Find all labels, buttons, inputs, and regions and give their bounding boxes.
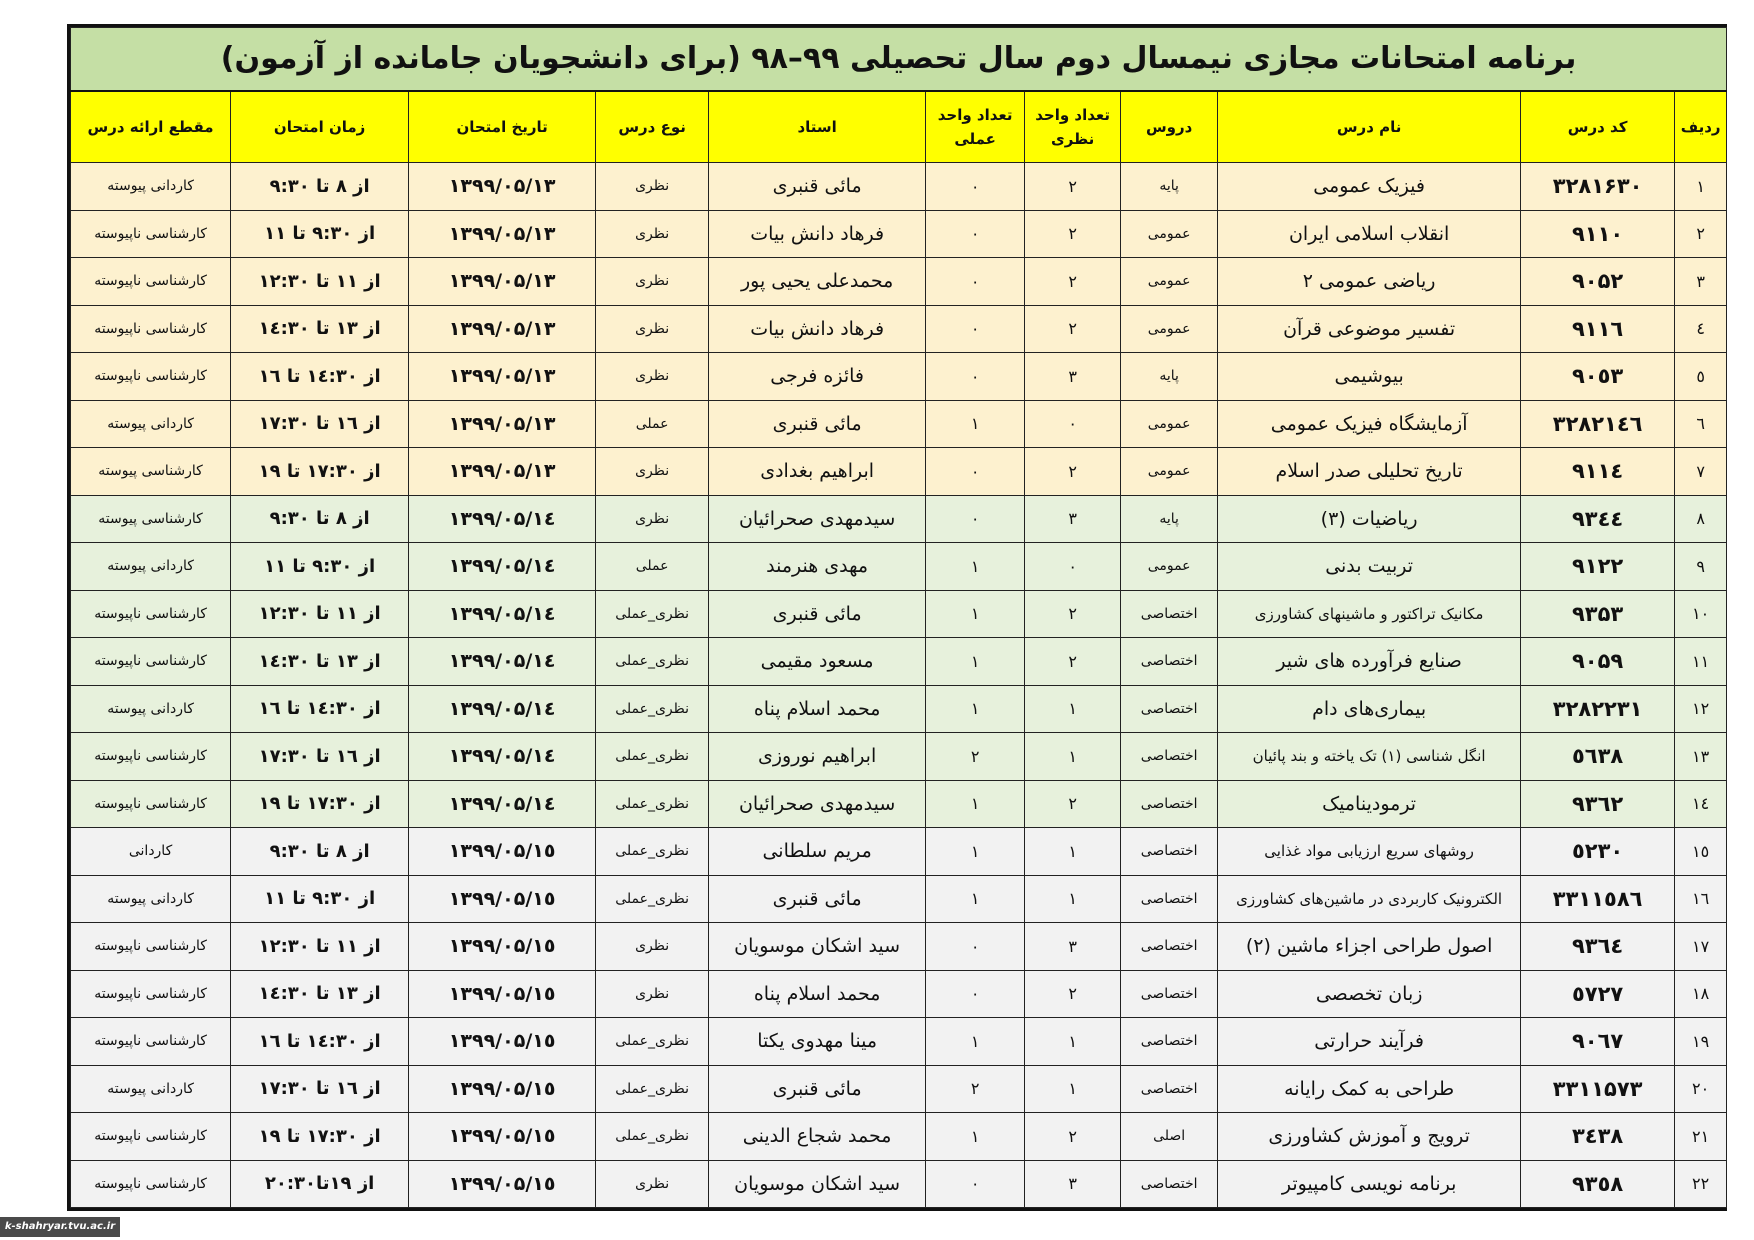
cell-category: عمومی: [1121, 258, 1218, 306]
cell-category: اختصاصی: [1121, 1018, 1218, 1066]
cell-theory-units: ۲: [1025, 448, 1121, 496]
cell-exam-date: ۱۳۹۹/۰۵/۱٥: [409, 970, 596, 1018]
cell-row-number: ٥: [1675, 353, 1727, 401]
cell-exam-time: از ۱٦ تا ۱۷:۳۰: [231, 1065, 409, 1113]
cell-course-type: نظری_عملی: [596, 733, 709, 781]
cell-category: اختصاصی: [1121, 1160, 1218, 1208]
cell-course-name: انقلاب اسلامی ایران: [1218, 210, 1521, 258]
cell-theory-units: ۲: [1025, 780, 1121, 828]
cell-level: کارشناسی ناپیوسته: [71, 258, 231, 306]
cell-level: کاردانی پیوسته: [71, 1065, 231, 1113]
cell-course-name: تفسیر موضوعی قرآن: [1218, 305, 1521, 353]
cell-practical-units: ۰: [926, 353, 1025, 401]
cell-practical-units: ۱: [926, 590, 1025, 638]
cell-practical-units: ۲: [926, 733, 1025, 781]
cell-level: کارشناسی پیوسته: [71, 495, 231, 543]
cell-course-type: نظری: [596, 495, 709, 543]
header-course-name: نام درس: [1218, 91, 1521, 163]
cell-practical-units: ۰: [926, 258, 1025, 306]
cell-level: کارشناسی ناپیوسته: [71, 305, 231, 353]
cell-course-code: ٥۷۲۷: [1521, 970, 1675, 1018]
cell-theory-units: ۱: [1025, 685, 1121, 733]
cell-theory-units: ۳: [1025, 923, 1121, 971]
cell-course-name: فیزیک عمومی: [1218, 163, 1521, 211]
cell-exam-time: از ۱۱ تا ۱۲:۳۰: [231, 258, 409, 306]
cell-theory-units: ۲: [1025, 1113, 1121, 1161]
cell-course-type: عملی: [596, 400, 709, 448]
cell-course-name: ترویج و آموزش کشاورزی: [1218, 1113, 1521, 1161]
cell-row-number: ۲۱: [1675, 1113, 1727, 1161]
table-row: [71, 685, 1727, 733]
cell-category: عمومی: [1121, 210, 1218, 258]
table-row: [71, 590, 1727, 638]
cell-exam-date: ۱۳۹۹/۰۵/۱٤: [409, 733, 596, 781]
cell-practical-units: ۰: [926, 970, 1025, 1018]
cell-course-code: ۹۳۵۳: [1521, 590, 1675, 638]
cell-exam-time: از ۸ تا ۹:۳۰: [231, 828, 409, 876]
cell-exam-date: ۱۳۹۹/۰۵/۱٥: [409, 1065, 596, 1113]
cell-course-code: ۹۱۱٤: [1521, 448, 1675, 496]
cell-row-number: ٤: [1675, 305, 1727, 353]
table-row: [71, 1113, 1727, 1161]
cell-course-code: ۳٤۳۸: [1521, 1113, 1675, 1161]
cell-course-code: ۹۱۲۲: [1521, 543, 1675, 591]
cell-teacher: مینا مهدوی یکتا: [709, 1018, 926, 1066]
cell-exam-time: از ۱٤:۳۰ تا ۱٦: [231, 685, 409, 733]
cell-course-code: ۳۲۸۱۶۳۰: [1521, 163, 1675, 211]
table-row: [71, 1018, 1727, 1066]
cell-theory-units: ۲: [1025, 258, 1121, 306]
cell-level: کارشناسی پیوسته: [71, 448, 231, 496]
cell-practical-units: ۰: [926, 210, 1025, 258]
table-row: [71, 163, 1727, 211]
cell-course-type: نظری: [596, 970, 709, 1018]
cell-course-code: ۳۳۱۱٥۸٦: [1521, 875, 1675, 923]
cell-course-name: طراحی به کمک رایانه: [1218, 1065, 1521, 1113]
header-category: دروس: [1121, 91, 1218, 163]
cell-exam-date: ۱۳۹۹/۰۵/۱٤: [409, 685, 596, 733]
cell-practical-units: ۱: [926, 875, 1025, 923]
cell-course-name: ریاضی عمومی ۲: [1218, 258, 1521, 306]
cell-teacher: مسعود مقیمی: [709, 638, 926, 686]
cell-course-type: نظری_عملی: [596, 1018, 709, 1066]
cell-level: کاردانی پیوسته: [71, 543, 231, 591]
cell-category: اصلی: [1121, 1113, 1218, 1161]
cell-exam-time: از ۱۹تا۲۰:۳۰: [231, 1160, 409, 1208]
cell-practical-units: ۰: [926, 1160, 1025, 1208]
cell-exam-time: از ۱۳ تا ۱٤:۳۰: [231, 638, 409, 686]
cell-theory-units: ۲: [1025, 970, 1121, 1018]
cell-row-number: ۱٥: [1675, 828, 1727, 876]
cell-exam-date: ۱۳۹۹/۰۵/۱۳: [409, 400, 596, 448]
cell-theory-units: ۱: [1025, 875, 1121, 923]
cell-practical-units: ۰: [926, 495, 1025, 543]
table-row: [71, 780, 1727, 828]
cell-row-number: ۹: [1675, 543, 1727, 591]
cell-course-name: تاریخ تحلیلی صدر اسلام: [1218, 448, 1521, 496]
cell-theory-units: ۱: [1025, 1065, 1121, 1113]
cell-teacher: ابراهیم بغدادی: [709, 448, 926, 496]
cell-course-code: ۹۳٥۸: [1521, 1160, 1675, 1208]
cell-practical-units: ۰: [926, 163, 1025, 211]
cell-course-name: فرآیند حرارتی: [1218, 1018, 1521, 1066]
cell-exam-time: از ۱۷:۳۰ تا ۱۹: [231, 448, 409, 496]
cell-exam-date: ۱۳۹۹/۰۵/۱۳: [409, 305, 596, 353]
cell-course-name: مکانیک تراکتور و ماشینهای کشاورزی: [1218, 590, 1521, 638]
cell-level: کارشناسی ناپیوسته: [71, 1160, 231, 1208]
cell-row-number: ۲۰: [1675, 1065, 1727, 1113]
cell-row-number: ۱٤: [1675, 780, 1727, 828]
cell-course-code: ٥۲۳۰: [1521, 828, 1675, 876]
table-row: [71, 1065, 1727, 1113]
table-row: [71, 923, 1727, 971]
page-title: برنامه امتحانات مجازی نیمسال دوم سال تحصیلی ۹۹–۹۸ (برای دانشجویان جامانده از آزمون): [71, 28, 1727, 92]
cell-course-code: ۹۱۱۰: [1521, 210, 1675, 258]
cell-exam-time: از ۹:۳۰ تا ۱۱: [231, 210, 409, 258]
cell-theory-units: ۳: [1025, 495, 1121, 543]
cell-exam-date: ۱۳۹۹/۰۵/۱۳: [409, 210, 596, 258]
cell-course-code: ۹۰۵۹: [1521, 638, 1675, 686]
cell-course-type: نظری: [596, 210, 709, 258]
cell-row-number: ۲۲: [1675, 1160, 1727, 1208]
cell-course-type: نظری: [596, 353, 709, 401]
cell-teacher: مائی قنبری: [709, 590, 926, 638]
cell-teacher: مائی قنبری: [709, 400, 926, 448]
exam-schedule-table: [70, 27, 1727, 1208]
cell-theory-units: ۲: [1025, 210, 1121, 258]
cell-course-type: نظری_عملی: [596, 685, 709, 733]
table-row: [71, 258, 1727, 306]
cell-exam-date: ۱۳۹۹/۰۵/۱٥: [409, 923, 596, 971]
cell-exam-time: از ۱۳ تا ۱٤:۳۰: [231, 970, 409, 1018]
cell-exam-date: ۱۳۹۹/۰۵/۱٤: [409, 590, 596, 638]
cell-theory-units: ۱: [1025, 733, 1121, 781]
cell-teacher: فائزه فرجی: [709, 353, 926, 401]
cell-practical-units: ۱: [926, 638, 1025, 686]
cell-course-code: ۹۰۵۲: [1521, 258, 1675, 306]
cell-category: پایه: [1121, 353, 1218, 401]
table-row: [71, 495, 1727, 543]
cell-category: عمومی: [1121, 543, 1218, 591]
cell-category: اختصاصی: [1121, 638, 1218, 686]
cell-course-code: ۹۳٦۲: [1521, 780, 1675, 828]
cell-exam-date: ۱۳۹۹/۰۵/۱۳: [409, 258, 596, 306]
cell-level: کارشناسی ناپیوسته: [71, 1113, 231, 1161]
cell-course-name: انگل شناسی (۱) تک یاخته و بند پائیان: [1218, 733, 1521, 781]
cell-theory-units: ۲: [1025, 590, 1121, 638]
cell-course-type: نظری_عملی: [596, 1113, 709, 1161]
cell-exam-date: ۱۳۹۹/۰۵/۱٤: [409, 638, 596, 686]
cell-course-type: نظری: [596, 258, 709, 306]
cell-course-name: الکترونیک کاربردی در ماشین‌های کشاورزی: [1218, 875, 1521, 923]
cell-row-number: ۲: [1675, 210, 1727, 258]
cell-category: اختصاصی: [1121, 875, 1218, 923]
table-row: [71, 875, 1727, 923]
cell-level: کارشناسی ناپیوسته: [71, 780, 231, 828]
header-teacher: استاد: [709, 91, 926, 163]
cell-teacher: فرهاد دانش بیات: [709, 210, 926, 258]
cell-practical-units: ۱: [926, 828, 1025, 876]
cell-course-type: نظری: [596, 448, 709, 496]
cell-teacher: مائی قنبری: [709, 163, 926, 211]
cell-exam-date: ۱۳۹۹/۰۵/۱٤: [409, 543, 596, 591]
cell-exam-date: ۱۳۹۹/۰۵/۱٥: [409, 1160, 596, 1208]
cell-exam-time: از ۱۱ تا ۱۲:۳۰: [231, 590, 409, 638]
cell-exam-time: از ۱۱ تا ۱۲:۳۰: [231, 923, 409, 971]
cell-level: کاردانی پیوسته: [71, 685, 231, 733]
cell-course-code: ۹۱۱٦: [1521, 305, 1675, 353]
cell-exam-time: از ۱٦ تا ۱۷:۳۰: [231, 400, 409, 448]
cell-category: اختصاصی: [1121, 1065, 1218, 1113]
cell-practical-units: ۱: [926, 1018, 1025, 1066]
cell-row-number: ۳: [1675, 258, 1727, 306]
cell-level: کاردانی پیوسته: [71, 163, 231, 211]
header-course-type: نوع درس: [596, 91, 709, 163]
cell-course-code: ۳۲۸۲۲۳۱: [1521, 685, 1675, 733]
cell-row-number: ۸: [1675, 495, 1727, 543]
website-watermark: k-shahryar.tvu.ac.ir: [0, 1217, 120, 1237]
cell-exam-date: ۱۳۹۹/۰۵/۱٥: [409, 1113, 596, 1161]
exam-schedule-sheet: [67, 24, 1727, 1211]
cell-level: کارشناسی ناپیوسته: [71, 638, 231, 686]
cell-theory-units: ۳: [1025, 353, 1121, 401]
cell-teacher: فرهاد دانش بیات: [709, 305, 926, 353]
cell-category: اختصاصی: [1121, 733, 1218, 781]
table-row: [71, 543, 1727, 591]
cell-category: اختصاصی: [1121, 685, 1218, 733]
cell-row-number: ۱۸: [1675, 970, 1727, 1018]
table-row: [71, 970, 1727, 1018]
cell-theory-units: ۱: [1025, 828, 1121, 876]
cell-teacher: سید اشکان موسویان: [709, 1160, 926, 1208]
cell-exam-time: از ۹:۳۰ تا ۱۱: [231, 875, 409, 923]
cell-practical-units: ۰: [926, 448, 1025, 496]
table-row: [71, 400, 1727, 448]
cell-course-type: نظری_عملی: [596, 828, 709, 876]
cell-theory-units: ۲: [1025, 638, 1121, 686]
cell-course-name: ترمودینامیک: [1218, 780, 1521, 828]
table-row: [71, 210, 1727, 258]
cell-row-number: ۱۷: [1675, 923, 1727, 971]
cell-course-code: ۹۳٦٤: [1521, 923, 1675, 971]
cell-category: پایه: [1121, 163, 1218, 211]
cell-teacher: مائی قنبری: [709, 875, 926, 923]
cell-level: کاردانی: [71, 828, 231, 876]
header-row-number: ردیف: [1675, 91, 1727, 163]
cell-exam-date: ۱۳۹۹/۰۵/۱٥: [409, 1018, 596, 1066]
cell-teacher: مائی قنبری: [709, 1065, 926, 1113]
cell-exam-time: از ۸ تا ۹:۳۰: [231, 495, 409, 543]
cell-teacher: محمد اسلام پناه: [709, 970, 926, 1018]
cell-course-code: ٥٦۳۸: [1521, 733, 1675, 781]
cell-row-number: ۱۱: [1675, 638, 1727, 686]
cell-exam-time: از ۹:۳۰ تا ۱۱: [231, 543, 409, 591]
cell-course-name: زبان تخصصی: [1218, 970, 1521, 1018]
header-row: [71, 91, 1727, 163]
header-practical-units: تعداد واحد عملی: [926, 91, 1025, 163]
cell-teacher: سید اشکان موسویان: [709, 923, 926, 971]
cell-teacher: ابراهیم نوروزی: [709, 733, 926, 781]
table-row: [71, 353, 1727, 401]
cell-level: کارشناسی ناپیوسته: [71, 733, 231, 781]
cell-exam-time: از ۸ تا ۹:۳۰: [231, 163, 409, 211]
header-exam-date: تاریخ امتحان: [409, 91, 596, 163]
cell-course-name: بیوشیمی: [1218, 353, 1521, 401]
cell-row-number: ۷: [1675, 448, 1727, 496]
schedule-body: [71, 163, 1727, 1208]
table-row: [71, 733, 1727, 781]
header-exam-time: زمان امتحان: [231, 91, 409, 163]
cell-teacher: سیدمهدی صحرائیان: [709, 495, 926, 543]
cell-teacher: محمدعلی یحیی پور: [709, 258, 926, 306]
table-row: [71, 448, 1727, 496]
cell-category: اختصاصی: [1121, 828, 1218, 876]
cell-practical-units: ۱: [926, 685, 1025, 733]
table-row: [71, 638, 1727, 686]
cell-theory-units: ۲: [1025, 305, 1121, 353]
cell-theory-units: ۳: [1025, 1160, 1121, 1208]
cell-exam-time: از ۱٤:۳۰ تا ۱٦: [231, 353, 409, 401]
cell-category: اختصاصی: [1121, 590, 1218, 638]
cell-row-number: ۱٦: [1675, 875, 1727, 923]
cell-course-code: ۹۰٦۷: [1521, 1018, 1675, 1066]
cell-category: عمومی: [1121, 305, 1218, 353]
cell-course-type: نظری_عملی: [596, 638, 709, 686]
cell-course-name: بیماری‌های دام: [1218, 685, 1521, 733]
cell-teacher: محمد اسلام پناه: [709, 685, 926, 733]
cell-row-number: ۱۹: [1675, 1018, 1727, 1066]
cell-level: کاردانی پیوسته: [71, 875, 231, 923]
cell-row-number: ۱: [1675, 163, 1727, 211]
cell-course-code: ۳۳۱۱۵۷۳: [1521, 1065, 1675, 1113]
cell-course-type: نظری: [596, 1160, 709, 1208]
cell-level: کارشناسی ناپیوسته: [71, 923, 231, 971]
cell-category: عمومی: [1121, 448, 1218, 496]
cell-level: کارشناسی ناپیوسته: [71, 970, 231, 1018]
cell-category: پایه: [1121, 495, 1218, 543]
cell-exam-time: از ۱۷:۳۰ تا ۱۹: [231, 780, 409, 828]
cell-level: کارشناسی ناپیوسته: [71, 1018, 231, 1066]
cell-level: کارشناسی ناپیوسته: [71, 590, 231, 638]
cell-course-type: نظری: [596, 163, 709, 211]
cell-exam-date: ۱۳۹۹/۰۵/۱٤: [409, 780, 596, 828]
cell-theory-units: ۱: [1025, 1018, 1121, 1066]
cell-practical-units: ۰: [926, 923, 1025, 971]
cell-exam-date: ۱۳۹۹/۰۵/۱٥: [409, 828, 596, 876]
cell-course-name: آزمایشگاه فیزیک عمومی: [1218, 400, 1521, 448]
cell-practical-units: ۱: [926, 543, 1025, 591]
cell-level: کارشناسی ناپیوسته: [71, 353, 231, 401]
cell-theory-units: ۰: [1025, 400, 1121, 448]
cell-exam-date: ۱۳۹۹/۰۵/۱٥: [409, 875, 596, 923]
cell-course-code: ۹۰٥۳: [1521, 353, 1675, 401]
cell-exam-date: ۱۳۹۹/۰۵/۱٤: [409, 495, 596, 543]
cell-teacher: مریم سلطانی: [709, 828, 926, 876]
cell-course-type: نظری_عملی: [596, 1065, 709, 1113]
table-row: [71, 305, 1727, 353]
cell-row-number: ۱۰: [1675, 590, 1727, 638]
cell-exam-date: ۱۳۹۹/۰۵/۱۳: [409, 163, 596, 211]
cell-level: کاردانی پیوسته: [71, 400, 231, 448]
cell-course-name: اصول طراحی اجزاء ماشین (۲): [1218, 923, 1521, 971]
cell-category: اختصاصی: [1121, 923, 1218, 971]
cell-course-name: برنامه نویسی کامپیوتر: [1218, 1160, 1521, 1208]
cell-course-code: ۳۲۸۲۱٤٦: [1521, 400, 1675, 448]
cell-practical-units: ۰: [926, 305, 1025, 353]
header-theory-units: تعداد واحد نظری: [1025, 91, 1121, 163]
cell-category: اختصاصی: [1121, 780, 1218, 828]
cell-teacher: محمد شجاع الدینی: [709, 1113, 926, 1161]
cell-row-number: ۱۳: [1675, 733, 1727, 781]
cell-course-name: ریاضیات (۳): [1218, 495, 1521, 543]
cell-row-number: ٦: [1675, 400, 1727, 448]
cell-course-name: صنایع فرآورده های شیر: [1218, 638, 1521, 686]
cell-exam-time: از ۱۷:۳۰ تا ۱۹: [231, 1113, 409, 1161]
cell-exam-date: ۱۳۹۹/۰۵/۱۳: [409, 448, 596, 496]
cell-theory-units: ۰: [1025, 543, 1121, 591]
cell-practical-units: ۱: [926, 1113, 1025, 1161]
header-course-code: کد درس: [1521, 91, 1675, 163]
cell-course-name: تربیت بدنی: [1218, 543, 1521, 591]
cell-course-type: نظری_عملی: [596, 875, 709, 923]
cell-exam-date: ۱۳۹۹/۰۵/۱۳: [409, 353, 596, 401]
cell-category: عمومی: [1121, 400, 1218, 448]
table-row: [71, 828, 1727, 876]
cell-theory-units: ۲: [1025, 163, 1121, 211]
cell-course-type: نظری: [596, 923, 709, 971]
cell-course-type: نظری_عملی: [596, 780, 709, 828]
cell-exam-time: از ۱٦ تا ۱۷:۳۰: [231, 733, 409, 781]
cell-level: کارشناسی ناپیوسته: [71, 210, 231, 258]
cell-row-number: ۱۲: [1675, 685, 1727, 733]
header-level: مقطع ارائه درس: [71, 91, 231, 163]
cell-practical-units: ۱: [926, 400, 1025, 448]
cell-teacher: سیدمهدی صحرائیان: [709, 780, 926, 828]
cell-course-code: ۹۳٤٤: [1521, 495, 1675, 543]
cell-exam-time: از ۱٤:۳۰ تا ۱٦: [231, 1018, 409, 1066]
table-row: [71, 1160, 1727, 1208]
cell-course-type: نظری: [596, 305, 709, 353]
cell-exam-time: از ۱۳ تا ۱٤:۳۰: [231, 305, 409, 353]
cell-category: اختصاصی: [1121, 970, 1218, 1018]
cell-teacher: مهدی هنرمند: [709, 543, 926, 591]
cell-practical-units: ۲: [926, 1065, 1025, 1113]
cell-course-type: نظری_عملی: [596, 590, 709, 638]
cell-course-type: عملی: [596, 543, 709, 591]
cell-course-name: روشهای سریع ارزیابی مواد غذایی: [1218, 828, 1521, 876]
cell-practical-units: ۱: [926, 780, 1025, 828]
